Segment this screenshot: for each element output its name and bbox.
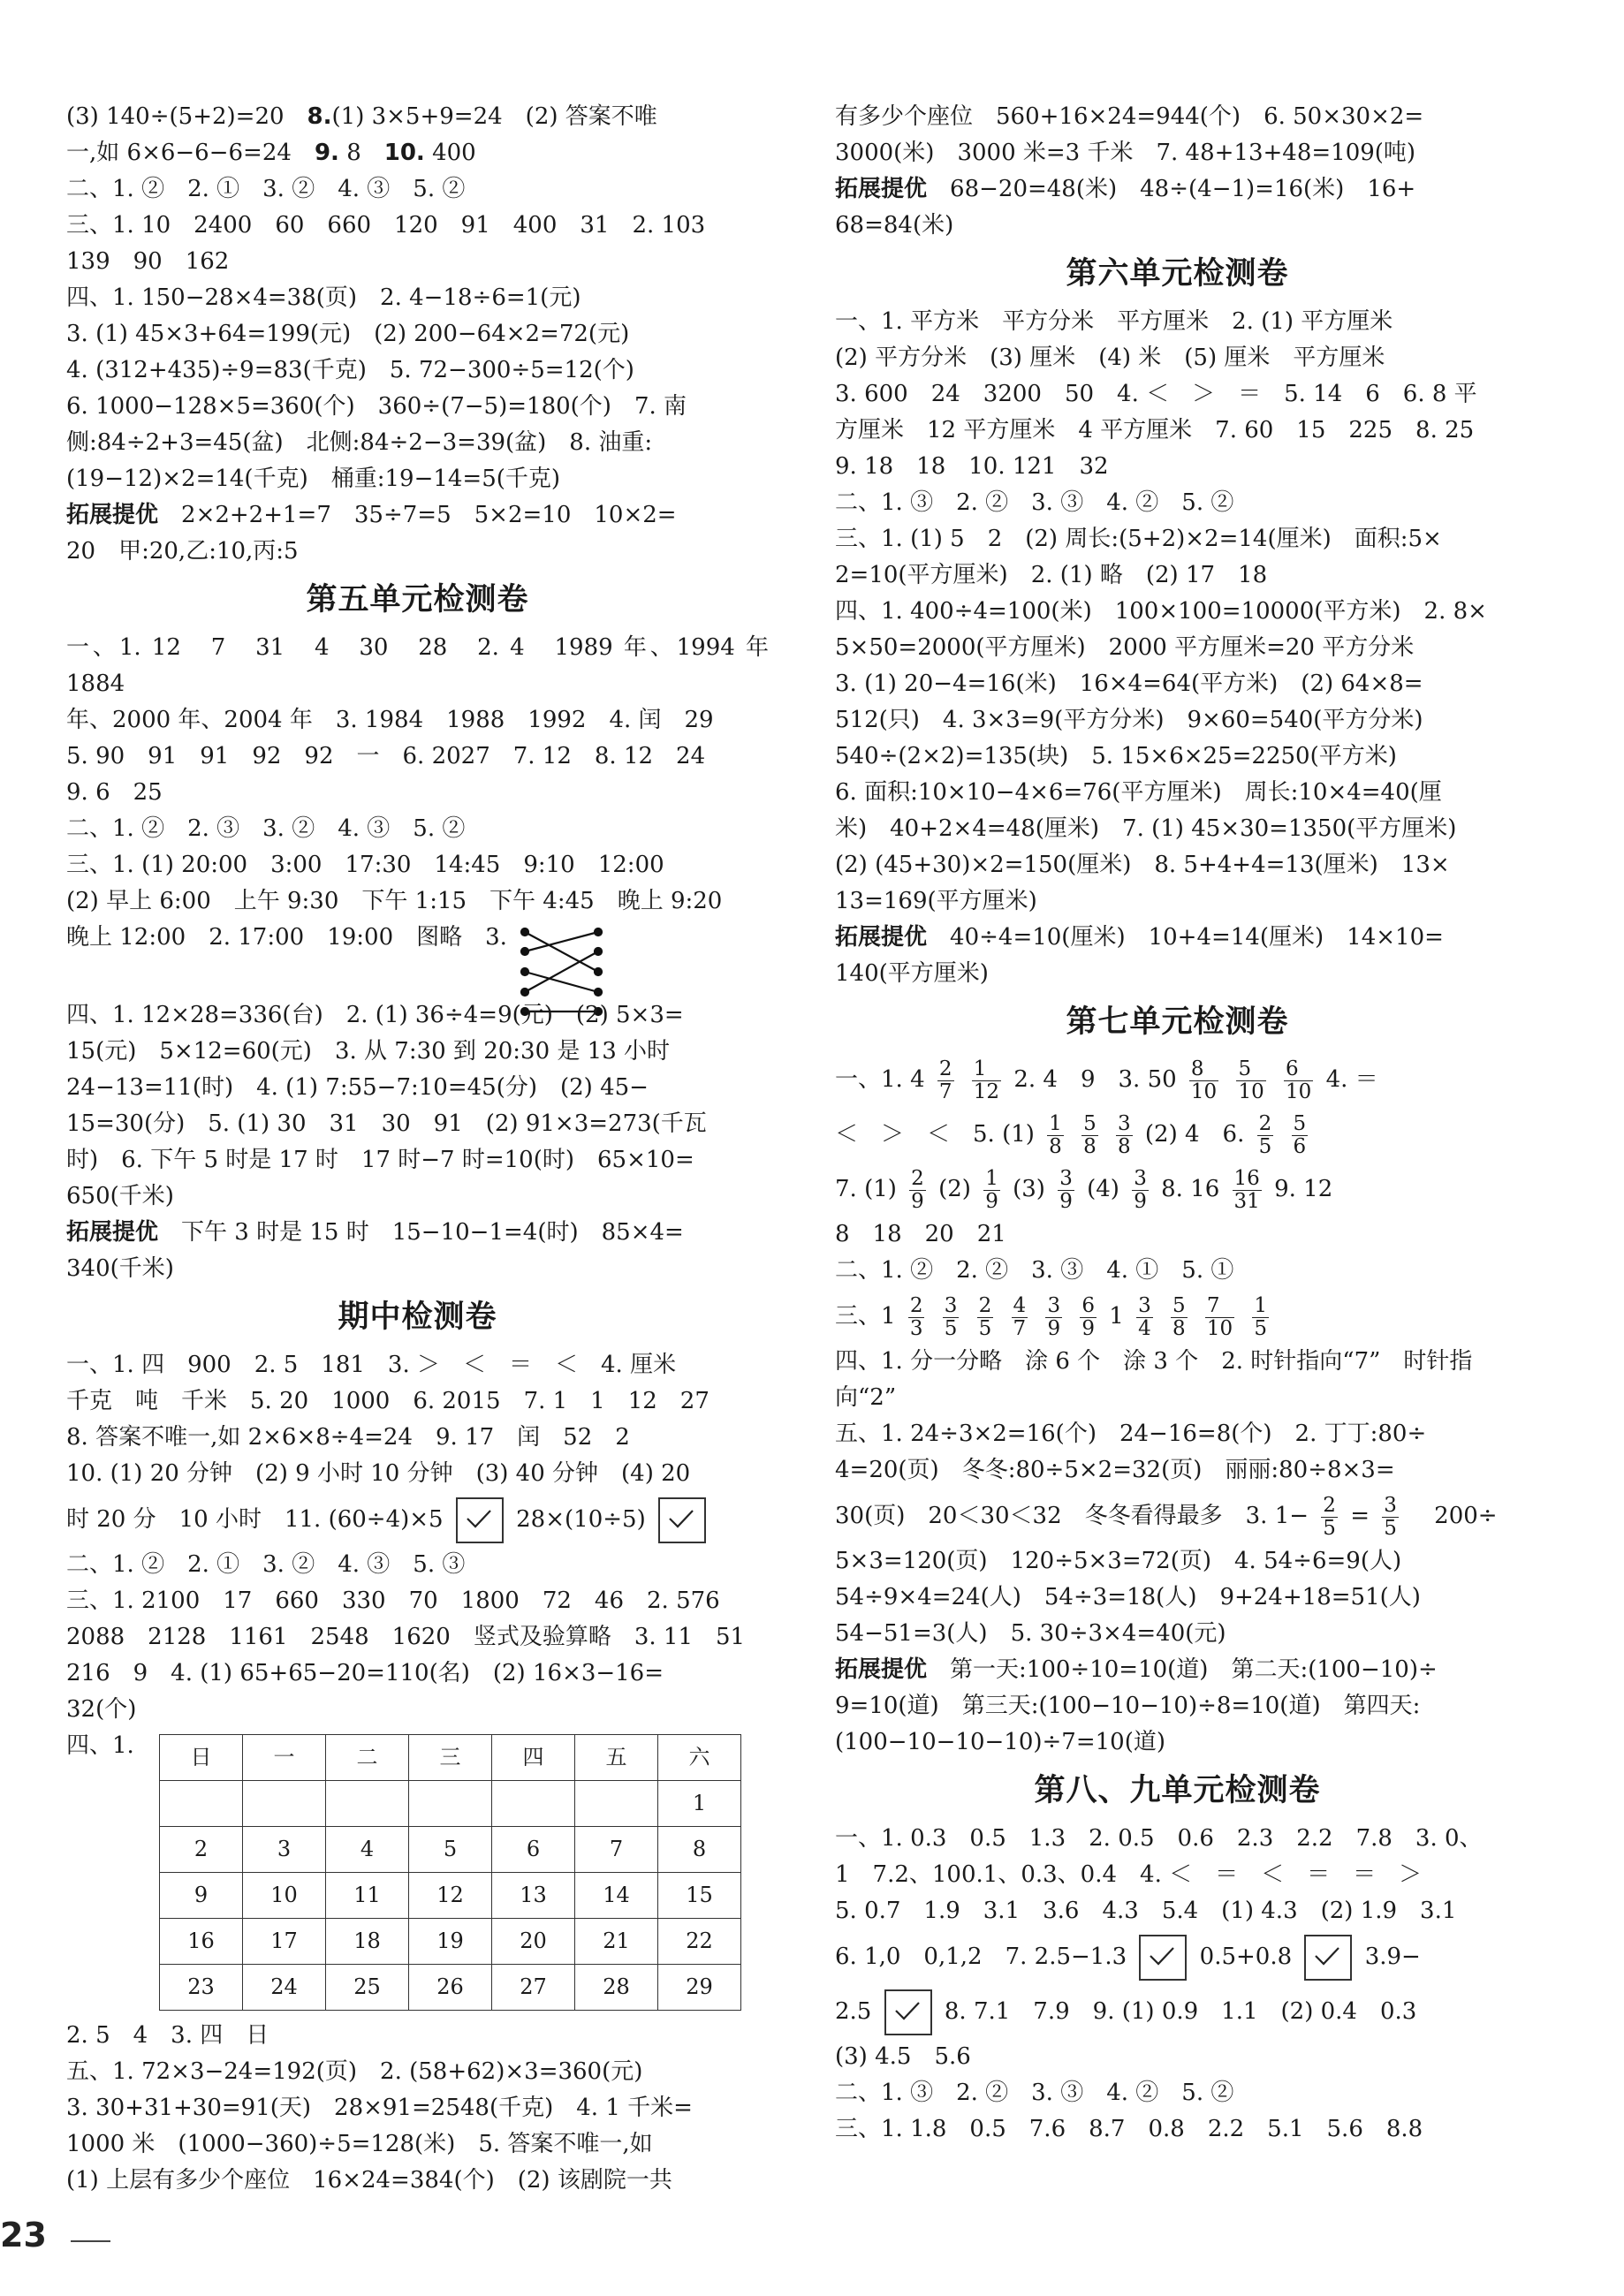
text-line: 三、1. (1) 20:00 3:00 17:30 14:45 9:10 12:00: [66, 852, 664, 878]
fraction: $\frac{1}{8}$: [1049, 1112, 1062, 1158]
text-line: 方厘米 12 平方厘米 4 平方厘米 7. 60 15 225 8. 25: [835, 417, 1475, 443]
text-line: 五、1. 72×3−24=192(页) 2. (58+62)×3=360(元): [66, 2058, 643, 2085]
text-line: 13=169(平方厘米): [835, 888, 1037, 914]
text-line: 5. 0.7 1.9 3.1 3.6 4.3 5.4 (1) 4.3 (2) 1.9 3.1: [835, 1898, 1457, 1924]
text-line: 20 甲:20,乙:10,丙:5: [66, 538, 299, 565]
text-line: 时) 6. 下午 5 时是 17 时 17 时−7 时=10(时) 65×10=: [66, 1147, 694, 1173]
table-row: 2 3 4 5 6 7 8: [160, 1827, 741, 1873]
fraction: $\frac{3}{9}$: [1134, 1167, 1147, 1213]
text-line: 9. 6 25: [66, 779, 163, 806]
text-line: (19−12)×2=14(千克) 桶重:19−14=5(千克): [66, 466, 561, 492]
text-line: 9. 18 18 10. 121 32: [835, 453, 1109, 480]
text-line: 3. 30+31+30=91(天) 28×91=2548(千克) 4. 1 千米=: [66, 2095, 693, 2121]
text-line: 三、1. 1.8 0.5 7.6 8.7 0.8 2.2 5.1 5.6 8.8: [835, 2116, 1423, 2142]
text-line: 4. (312+435)÷9=83(千克) 5. 72−300÷5=12(个): [66, 357, 634, 383]
table-row: 1: [160, 1781, 741, 1827]
text-line: 3. (1) 20−4=16(米) 16×4=64(平方米) (2) 64×8=: [835, 671, 1423, 697]
fraction: $\frac{1}{9}$: [985, 1167, 998, 1213]
text-line: 二、1. ② 2. ② 3. ③ 4. ① 5. ①: [835, 1257, 1234, 1284]
text-line: (2) 平方分米 (3) 厘米 (4) 米 (5) 厘米 平方厘米: [835, 345, 1385, 371]
fraction: $\frac{6}{10}$: [1286, 1057, 1312, 1103]
section-title-unit6: 第六单元检测卷: [1066, 256, 1289, 292]
text-line: 30(页) 20＜30＜32 冬冬看得最多 3. 1− $\frac{2}{5}$ = $\frac{3}{5}$ 200÷: [835, 1494, 1498, 1540]
text-line: 54÷9×4=24(人) 54÷3=18(人) 9+24+18=51(人): [835, 1584, 1421, 1610]
text-line: 7. (1) $\frac{2}{9}$ (2) $\frac{1}{9}$ (3) $\frac{3}{9}$ (4) $\frac{3}{9}$ 8. 16 $\frac{16}{31}$ 9. 12: [835, 1167, 1333, 1213]
text-line: 二、1. ② 2. ③ 3. ② 4. ③ 5. ②: [66, 815, 466, 842]
text-line: 拓展提优 2×2+2+1=7 35÷7=5 5×2=10 10×2=: [66, 502, 677, 528]
fraction: $\frac{3}{9}$: [1059, 1167, 1073, 1213]
left-column: [66, 99, 793, 2199]
text-line: 1000 米 (1000−360)÷5=128(米) 5. 答案不唯一,如: [66, 2131, 653, 2157]
fraction: $\frac{1}{5}$: [1254, 1294, 1268, 1340]
fraction: $\frac{5}{10}$: [1238, 1057, 1264, 1103]
fraction: $\frac{3}{9}$: [1047, 1294, 1061, 1340]
text-line: 五、1. 24÷3×2=16(个) 24−16=8(个) 2. 丁丁:80÷: [835, 1421, 1427, 1447]
text-line: 三、1 $\frac{2}{3}$ $\frac{3}{5}$ $\frac{2}{5}$ $\frac{4}{7}$ $\frac{3}{9}$ $\frac{6}{9}$ 1 $\frac{3}{4}$ $\frac{5}{8}$ $\frac{7}{10}$ $\frac{1}{5}$: [835, 1294, 1268, 1340]
text-line: 2088 2128 1161 2548 1620 竖式及验算略 3. 11 51: [66, 1624, 746, 1650]
text-line: 一、1. 四 900 2. 5 181 3. ＞ ＜ ＝ ＜ 4. 厘米: [66, 1352, 677, 1378]
text-line: 晚上 12:00 2. 17:00 19:00 图略 3.: [66, 920, 769, 997]
text-line: (1) 上层有多少个座位 16×24=384(个) (2) 该剧院一共: [66, 2167, 672, 2194]
text-line: 三、1. 2100 17 660 330 70 1800 72 46 2. 576: [66, 1587, 720, 1614]
text-line: 一、1. 4 $\frac{2}{7}$ $\frac{1}{12}$ 2. 4 9 3. 50 $\frac{8}{10}$ $\frac{5}{10}$ $\frac{6}{10}$ 4. ＝: [835, 1057, 1378, 1103]
page-number-rule: [71, 2240, 110, 2242]
text-line: 340(千米): [66, 1255, 174, 1282]
check-icon: [667, 1508, 695, 1531]
text-line: 540÷(2×2)=135(块) 5. 15×6×25=2250(平方米): [835, 743, 1397, 769]
text-line: 9=10(道) 第三天:(100−10−10)÷8=10(道) 第四天:: [835, 1693, 1421, 1719]
fraction: $\frac{3}{5}$: [1384, 1494, 1397, 1540]
text-line: 有多少个座位 560+16×24=944(个) 6. 50×30×2=: [835, 103, 1424, 130]
text-line: 四、1. 分一分略 涂 6 个 涂 3 个 2. 时针指向“7” 时针指: [835, 1348, 1473, 1375]
check-icon: [1148, 1945, 1176, 1968]
fraction: $\frac{7}{10}$: [1206, 1294, 1233, 1340]
text-line: 二、1. ③ 2. ② 3. ③ 4. ② 5. ②: [835, 489, 1234, 516]
text-line: 32(个): [66, 1696, 137, 1723]
text-line: 向“2”: [835, 1384, 897, 1411]
extension-label: 拓展提优: [835, 1656, 928, 1683]
text-line: 三、1. 10 2400 60 660 120 91 400 31 2. 103: [66, 212, 706, 239]
extension-label: 拓展提优: [835, 176, 928, 202]
extension-label: 拓展提优: [835, 924, 928, 951]
checkbox[interactable]: [1304, 1935, 1352, 1981]
fraction: $\frac{2}{5}$: [1258, 1112, 1272, 1158]
text-line: 15=30(分) 5. (1) 30 31 30 91 (2) 91×3=273(千瓦: [66, 1110, 707, 1137]
text-line: 四、1.: [66, 1732, 134, 1759]
text-line: 四、1. 150−28×4=38(页) 2. 4−18÷6=1(元): [66, 284, 581, 311]
text-line: 54−51=3(人) 5. 30÷3×4=40(元): [835, 1620, 1226, 1647]
text-line: 5×3=120(页) 120÷5×3=72(页) 4. 54÷6=9(人): [835, 1548, 1402, 1574]
text-line: 2.5 8. 7.1 7.9 9. (1) 0.9 1.1 (2) 0.4 0.3: [835, 1984, 1520, 2039]
text-line: 拓展提优 下午 3 时是 15 时 15−10−1=4(时) 85×4=: [66, 1219, 684, 1246]
fraction: $\frac{2}{3}$: [909, 1294, 923, 1340]
fraction: $\frac{3}{5}$: [944, 1294, 958, 1340]
checkbox[interactable]: [1139, 1935, 1187, 1981]
text-line: 4=20(页) 冬冬:80÷5×2=32(页) 丽丽:80÷8×3=: [835, 1457, 1395, 1483]
text-line: 四、1. 400÷4=100(米) 100×100=10000(平方米) 2. 8×: [835, 598, 1487, 625]
table-row: 9 10 11 12 13 14 15: [160, 1873, 741, 1919]
table-row: 23 24 25 26 27 28 29: [160, 1965, 741, 2011]
text-line: (3) 4.5 5.6: [835, 2043, 971, 2070]
calendar-header: 日 一 二 三 四 五 六: [160, 1735, 741, 1781]
text-line: 139 90 162: [66, 248, 230, 275]
text-line: 二、1. ③ 2. ② 3. ③ 4. ② 5. ②: [835, 2080, 1234, 2106]
text-line: 侧:84÷2+3=45(盆) 北侧:84÷2−3=39(盆) 8. 油重:: [66, 429, 653, 456]
right-column: [835, 99, 1520, 2148]
checkbox[interactable]: [456, 1497, 504, 1543]
text-line: 2. 5 4 3. 四 日: [66, 2022, 269, 2049]
fraction: $\frac{5}{6}$: [1293, 1112, 1307, 1158]
fraction: $\frac{8}{10}$: [1190, 1057, 1218, 1103]
checkbox[interactable]: [884, 1989, 932, 2035]
check-icon: [893, 2000, 922, 2023]
fraction: $\frac{6}{9}$: [1081, 1294, 1095, 1340]
text-line: 二、1. ② 2. ① 3. ② 4. ③ 5. ③: [66, 1551, 466, 1578]
calendar-table: [159, 1734, 741, 2011]
text-line: 15(元) 5×12=60(元) 3. 从 7:30 到 20:30 是 13 小时: [66, 1038, 670, 1065]
text-line: 140(平方厘米): [835, 960, 989, 987]
fraction: $\frac{2}{5}$: [1323, 1494, 1336, 1540]
text-line: 一、1. 12 7 31 4 30 28 2. 4 1989 年、1994 年 1884: [66, 634, 793, 697]
text-line: 时 20 分 10 小时 11. (60÷4)×5 28×(10÷5): [66, 1492, 769, 1547]
text-line: 10. (1) 20 分钟 (2) 9 小时 10 分钟 (3) 40 分钟 (4) 20: [66, 1460, 691, 1487]
text-line: 二、1. ② 2. ① 3. ② 4. ③ 5. ②: [66, 176, 466, 202]
text-line: 拓展提优 40÷4=10(厘米) 10+4=14(厘米) 14×10=: [835, 924, 1444, 951]
text-line: 68=84(米): [835, 212, 954, 239]
text-line: 512(只) 4. 3×3=9(平方分米) 9×60=540(平方分米): [835, 707, 1423, 733]
text-line: 四、1. 12×28=336(台) 2. (1) 36÷4=9(元) (2) 5×3=: [66, 1002, 684, 1028]
text-line: 6. 面积:10×10−4×6=76(平方厘米) 周长:10×4=40(厘: [835, 779, 1442, 806]
fraction: $\frac{3}{4}$: [1138, 1294, 1151, 1340]
text-line: 拓展提优 68−20=48(米) 48÷(4−1)=16(米) 16+: [835, 176, 1416, 202]
check-icon: [1313, 1945, 1341, 1968]
text-line: 年、2000 年、2004 年 3. 1984 1988 1992 4. 闰 29: [66, 707, 714, 733]
text-line: (2) (45+30)×2=150(厘米) 8. 5+4+4=13(厘米) 13×: [835, 852, 1450, 878]
text-line: 650(千米): [66, 1183, 174, 1209]
extension-label: 拓展提优: [66, 1219, 159, 1246]
fraction: $\frac{4}{7}$: [1013, 1294, 1027, 1340]
text-line: 一,如 6×6−6−6=24 9. 8 10. 400: [66, 140, 476, 166]
text-line: 216 9 4. (1) 65+65−20=110(名) (2) 16×3−16=: [66, 1660, 664, 1686]
text-line: (2) 早上 6:00 上午 9:30 下午 1:15 下午 4:45 晚上 9:20: [66, 888, 723, 914]
text-line: 米) 40+2×4=48(厘米) 7. (1) 45×30=1350(平方厘米): [835, 815, 1457, 842]
text-line: 三、1. (1) 5 2 (2) 周长:(5+2)×2=14(厘米) 面积:5×: [835, 526, 1442, 552]
fraction: $\frac{2}{9}$: [911, 1167, 924, 1213]
text-line: 2=10(平方厘米) 2. (1) 略 (2) 17 18: [835, 562, 1268, 588]
page-number: 23: [0, 2216, 47, 2254]
fraction: $\frac{3}{8}$: [1117, 1112, 1131, 1158]
checkbox[interactable]: [658, 1497, 706, 1543]
text-line: ＜ ＞ ＜ 5. (1) $\frac{1}{8}$ $\frac{5}{8}$ $\frac{3}{8}$ (2) 4 6. $\frac{2}{5}$ $\frac{5}{6}$: [835, 1112, 1307, 1158]
extension-label: 拓展提优: [66, 502, 159, 528]
text-line: 6. 1000−128×5=360(个) 360÷(7−5)=180(个) 7. 南: [66, 393, 687, 420]
table-row: 16 17 18 19 20 21 22: [160, 1919, 741, 1965]
text-line: 1 7.2、100.1、0.3、0.4 4. ＜ ＝ ＜ ＝ ＝ ＞: [835, 1861, 1423, 1888]
text-line: 8. 答案不唯一,如 2×6×8÷4=24 9. 17 闰 52 2: [66, 1424, 630, 1451]
text-line: 5×50=2000(平方厘米) 2000 平方厘米=20 平方分米: [835, 634, 1415, 661]
text-line: (100−10−10−10)÷7=10(道): [835, 1729, 1166, 1755]
text-line: 千克 吨 千米 5. 20 1000 6. 2015 7. 1 1 12 27: [66, 1388, 710, 1414]
text-line: 24−13=11(时) 4. (1) 7:55−7:10=45(分) (2) 45−: [66, 1074, 649, 1101]
text-line: 3000(米) 3000 米=3 千米 7. 48+13+48=109(吨): [835, 140, 1416, 166]
text-line: 5. 90 91 91 92 92 一 6. 2027 7. 12 8. 12 24: [66, 743, 706, 769]
fraction: $\frac{1}{12}$: [973, 1057, 1000, 1103]
text-line: 3. (1) 45×3+64=199(元) (2) 200−64×2=72(元): [66, 321, 630, 347]
section-title-unit5: 第五单元检测卷: [306, 582, 529, 618]
fraction: $\frac{16}{31}$: [1233, 1167, 1260, 1213]
text-line: (3) 140÷(5+2)=20 8.(1) 3×5+9=24 (2) 答案不唯: [66, 103, 657, 130]
text-line: 一、1. 平方米 平方分米 平方厘米 2. (1) 平方厘米: [835, 308, 1393, 335]
text-line: 拓展提优 第一天:100÷10=10(道) 第二天:(100−10)÷: [835, 1656, 1438, 1683]
section-title-midterm: 期中检测卷: [338, 1300, 497, 1335]
section-title-unit7: 第七单元检测卷: [1066, 1004, 1289, 1040]
fraction: $\frac{2}{5}$: [978, 1294, 992, 1340]
fraction: $\frac{5}{8}$: [1083, 1112, 1097, 1158]
text-line: 一、1. 0.3 0.5 1.3 2. 0.5 0.6 2.3 2.2 7.8 3. 0、: [835, 1825, 1483, 1852]
text-line: 6. 1,0 0,1,2 7. 2.5−1.3 0.5+0.8 3.9−: [835, 1929, 1520, 1984]
check-icon: [465, 1508, 493, 1531]
fraction: $\frac{5}{8}$: [1172, 1294, 1186, 1340]
fraction: $\frac{2}{7}$: [938, 1057, 952, 1103]
section-title-unit8-9: 第八、九单元检测卷: [1034, 1773, 1321, 1808]
text-line: 3. 600 24 3200 50 4. ＜ ＞ ＝ 5. 14 6 6. 8 平: [835, 381, 1477, 407]
text-line: 8 18 20 21: [835, 1221, 1006, 1247]
